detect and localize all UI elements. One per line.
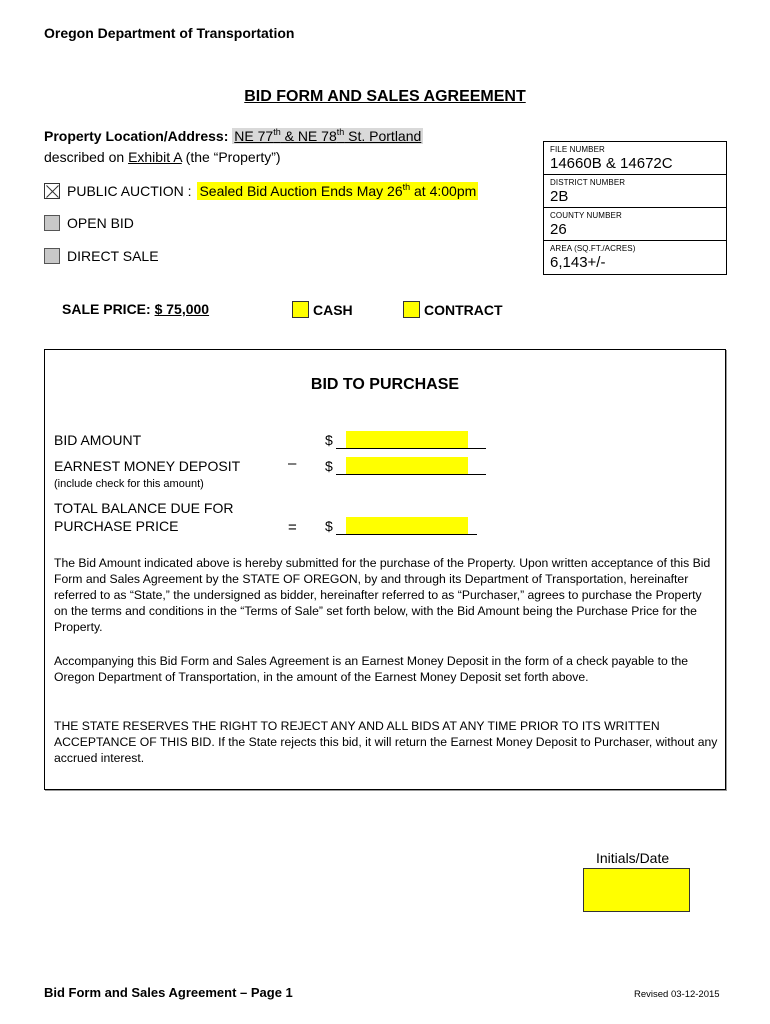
open-bid-checkbox[interactable] — [44, 215, 60, 231]
direct-sale-checkbox[interactable] — [44, 248, 60, 264]
auction-note — [197, 182, 478, 200]
county-number-label: COUNTY NUMBER — [550, 211, 622, 220]
total-balance-label-2: PURCHASE PRICE — [54, 518, 179, 534]
address-part-1: NE 77 — [234, 128, 274, 144]
public-auction-label: PUBLIC AUCTION : — [67, 183, 192, 199]
footer-page-label: Bid Form and Sales Agreement – Page 1 — [44, 985, 293, 1000]
property-location-line: Property Location/Address: NE 77th & NE 78th St. Portland — [44, 127, 422, 144]
area-cell[interactable] — [544, 241, 726, 274]
equals-sign: = — [288, 519, 297, 536]
address-part-3: St. Portland — [344, 128, 422, 144]
described-prefix: described on — [44, 149, 129, 165]
county-number-cell[interactable] — [544, 208, 726, 241]
bid-section-title: BID TO PURCHASE — [310, 376, 460, 393]
district-number-value: 2B — [550, 188, 569, 205]
document-title: BID FORM AND SALES AGREEMENT — [244, 88, 526, 105]
file-number-label: FILE NUMBER — [550, 145, 605, 154]
address-sup-2: th — [336, 127, 345, 137]
bid-amount-highlight — [346, 431, 468, 448]
address-sup-1: th — [273, 127, 281, 137]
public-auction-option[interactable] — [44, 182, 478, 200]
area-label: AREA (SQ.FT./ACRES) — [550, 244, 636, 253]
property-location-label: Property Location/Address — [44, 128, 224, 144]
exhibit-link: Exhibit A — [128, 149, 182, 165]
earnest-money-highlight — [346, 457, 468, 474]
file-number-value: 14660B & 14672C — [550, 155, 673, 172]
address-part-2: & NE 78 — [280, 128, 337, 144]
cash-label: CASH — [313, 301, 353, 318]
bid-amount-field[interactable] — [336, 431, 486, 449]
cash-checkbox[interactable] — [292, 301, 309, 318]
property-description-line — [44, 149, 281, 165]
auction-note-text-2: at 4:00pm — [410, 183, 477, 199]
open-bid-option[interactable] — [44, 215, 134, 231]
earnest-money-field[interactable] — [336, 457, 486, 475]
area-value: 6,143+/- — [550, 254, 606, 271]
sale-price-label: SALE PRICE: — [62, 301, 151, 317]
minus-sign: – — [288, 455, 297, 472]
open-bid-label: OPEN BID — [67, 215, 134, 231]
earnest-deposit-paragraph: Accompanying this Bid Form and Sales Agreement is an Earnest Money Deposit in the form of a check payable to the Oregon Department of Transportation, in the amount of the Earnest Money Deposit set forth above. — [54, 654, 689, 684]
total-balance-highlight — [346, 517, 468, 534]
earnest-money-note: (include check for this amount) — [54, 478, 204, 490]
district-number-label: DISTRICT NUMBER — [550, 178, 626, 187]
agency-name: Oregon Department of Transportation — [44, 25, 295, 41]
earnest-money-dollar: $ — [325, 458, 333, 474]
district-number-cell[interactable] — [544, 175, 726, 208]
described-suffix: (the “Property”) — [181, 149, 281, 165]
cash-option[interactable] — [292, 301, 353, 318]
file-number-cell[interactable] — [544, 142, 726, 175]
county-number-value: 26 — [550, 221, 567, 238]
footer-revised-date: Revised 03-12-2015 — [634, 989, 720, 1000]
initials-date-field[interactable] — [583, 868, 690, 912]
sale-price-value: $ 75,000 — [154, 301, 210, 317]
direct-sale-label: DIRECT SALE — [67, 248, 159, 264]
public-auction-checkbox[interactable] — [44, 183, 60, 199]
earnest-money-label: EARNEST MONEY DEPOSIT — [54, 458, 241, 474]
direct-sale-option[interactable] — [44, 248, 159, 264]
bid-amount-label: BID AMOUNT — [54, 432, 142, 448]
contract-option[interactable] — [403, 301, 503, 318]
bid-amount-dollar: $ — [325, 432, 333, 448]
total-balance-label-1: TOTAL BALANCE DUE FOR — [54, 500, 234, 516]
rejection-rights-paragraph: THE STATE RESERVES THE RIGHT TO REJECT ANY AND ALL BIDS AT ANY TIME PRIOR TO ITS WRITTEN ACCEPTANCE OF THIS BID. If the State rejects this bid, it will return the Earnest Money Deposit to Purchaser, without any accrued interest. — [54, 719, 718, 765]
auction-note-text-1: Sealed Bid Auction Ends May 26 — [199, 183, 403, 199]
bid-terms-paragraph: The Bid Amount indicated above is hereby submitted for the purchase of the Property. Upon written acceptance of this Bid Form and Sales Agreement by the STATE OF OREGON, by and through its Department of Transportation, hereinafter referred to as “State,” the undersigned as bidder, hereinafter referred to as “Purchaser,” agrees to purchase the Property on the terms and conditions in the “Terms of Sale” set forth below, with the Bid Amount being the Purchase Price for the Property. — [54, 556, 711, 634]
property-address[interactable] — [232, 128, 423, 144]
auction-note-sup: th — [402, 182, 411, 192]
contract-label: CONTRACT — [424, 301, 503, 318]
total-balance-field[interactable] — [336, 517, 477, 535]
file-info-box — [543, 141, 727, 275]
initials-date-label: Initials/Date — [596, 850, 670, 866]
sale-price — [62, 301, 209, 317]
total-balance-dollar: $ — [325, 518, 333, 534]
contract-checkbox[interactable] — [403, 301, 420, 318]
